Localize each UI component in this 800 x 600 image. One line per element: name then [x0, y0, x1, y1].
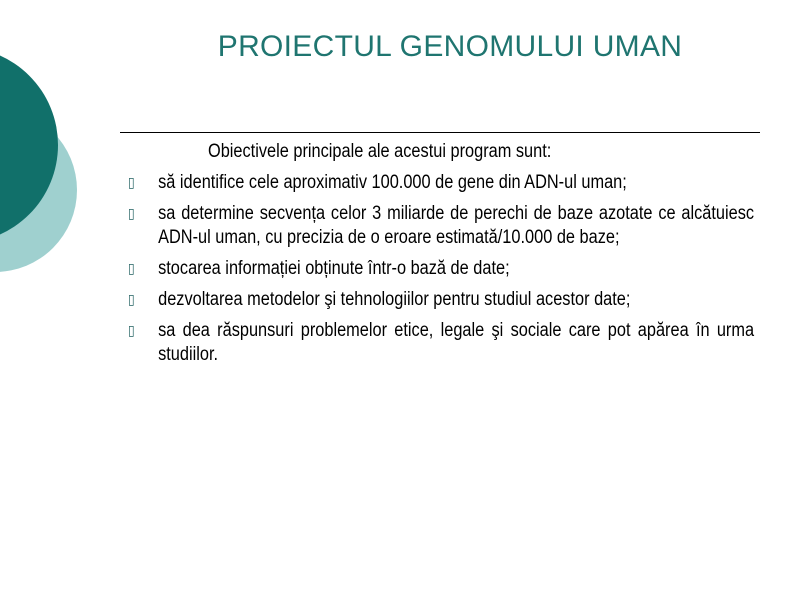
bullet-icon: ▯: [128, 292, 135, 308]
bullet-icon: ▯: [128, 323, 135, 339]
list-item: [128, 171, 754, 195]
bullet-icon: ▯: [128, 175, 135, 191]
list-item-text: sa determine secvența celor 3 miliarde de perechi de baze azotate ce alcătuiesc ADN-ul uman, cu precizia de o eroare estimată/10.000 de baze;: [158, 203, 755, 248]
intro-text: Obiectivele principale ale acestui program sunt:: [207, 141, 552, 162]
slide-body: [128, 140, 754, 374]
list-item-text: să identifice cele aproximativ 100.000 de gene din ADN-ul uman;: [158, 172, 627, 193]
objectives-list: [128, 171, 754, 367]
bullet-icon: ▯: [128, 206, 135, 222]
list-item: [128, 319, 754, 367]
list-item-text: stocarea informației obținute într-o bază de date;: [158, 258, 510, 279]
list-item: [128, 257, 754, 281]
list-item-text: dezvoltarea metodelor şi tehnologiilor pentru studiul acestor date;: [158, 289, 631, 310]
list-item: [128, 202, 754, 250]
list-item: [128, 288, 754, 312]
title-divider: [120, 132, 760, 133]
bullet-icon: ▯: [128, 261, 135, 277]
slide-title: PROIECTUL GENOMULUI UMAN: [217, 30, 683, 63]
decorative-circles: [0, 0, 90, 320]
list-item-text: sa dea răspunsuri problemelor etice, legale şi sociale care pot apărea în urma studiilor.: [158, 320, 755, 365]
